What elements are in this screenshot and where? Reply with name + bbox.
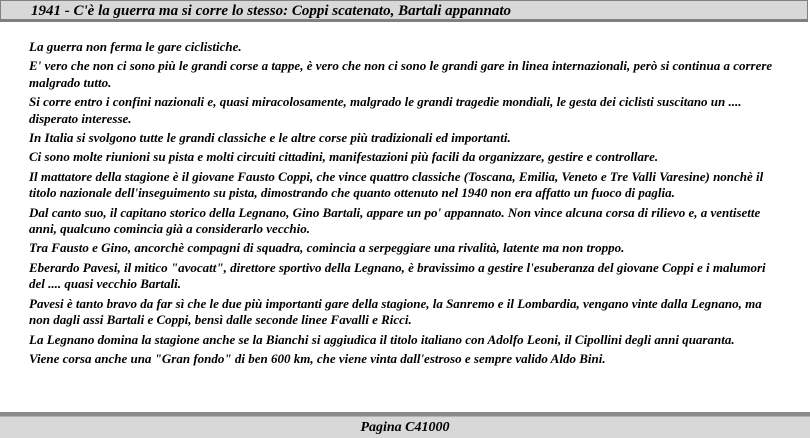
paragraph-4: In Italia si svolgono tutte le grandi classiche e le altre corse più tradizionali ed importanti.	[29, 130, 511, 146]
article-body	[29, 39, 779, 367]
paragraph-9: Eberardo Pavesi, il mitico "avocatt", direttore sportivo della Legnano, è bravissimo a gestire l'esuberanza del giovane Coppi e i malumori del .... quasi vecchio Bartali.	[29, 259, 766, 292]
paragraph-3: Si corre entro i confini nazionali e, quasi miracolosamente, malgrado le grandi tragedie mondiali, le gesta dei ciclisti suscitano un .... disperato interesse.	[29, 94, 742, 126]
header-bar	[0, 0, 808, 22]
paragraph-1: La guerra non ferma le gare ciclistiche.	[29, 39, 242, 54]
paragraph-7: Dal canto suo, il capitano storico della Legnano, Gino Bartali, appare un po' appannato. Non vince alcuna corsa di rilievo e, a ventisette anni, qualcuno comincia già a considerarlo vecchio.	[29, 204, 761, 237]
paragraph-8: Tra Fausto e Gino, ancorchè compagni di squadra, comincia a serpeggiare una rivalità, latente ma non troppo.	[29, 240, 625, 256]
page-title: 1941 - C'è la guerra ma si corre lo stesso: Coppi scatenato, Bartali appannato	[31, 3, 512, 19]
page-number: Pagina C41000	[360, 420, 450, 435]
paragraph-6: Il mattatore della stagione è il giovane Fausto Coppi, che vince quattro classiche (Toscana, Emilia, Veneto e Tre Valli Varesine) nonchè il titolo nazionale dell'inseguimento su pista, dimostrando che quanto ottenuto nel 1940 non era affatto un fuoco di paglia.	[29, 168, 764, 201]
paragraph-5: Ci sono molte riunioni su pista e molti circuiti cittadini, manifestazioni più facili da organizzare, gestire e controllare.	[29, 149, 659, 165]
footer-bar	[0, 416, 810, 438]
paragraph-11: La Legnano domina la stagione anche se la Bianchi si aggiudica il titolo italiano con Adolfo Leoni, il Cipollini degli anni quaranta.	[29, 331, 735, 347]
paragraph-2: E' vero che non ci sono più le grandi corse a tappe, è vero che non ci sono le grandi gare in linea internazionali, però si continua a correre malgrado tutto.	[29, 58, 773, 90]
paragraph-12: Viene corsa anche una "Gran fondo" di ben 600 km, che viene vinta dall'estroso e sempre valido Aldo Bini.	[29, 350, 606, 366]
paragraph-10: Pavesi è tanto bravo da far sì che le due più importanti gare della stagione, la Sanremo e il Lombardia, vengano vinte dalla Legnano, ma non dagli assi Bartali e Coppi, bensì dalle seconde linee Favalli e Ricci.	[29, 295, 762, 328]
